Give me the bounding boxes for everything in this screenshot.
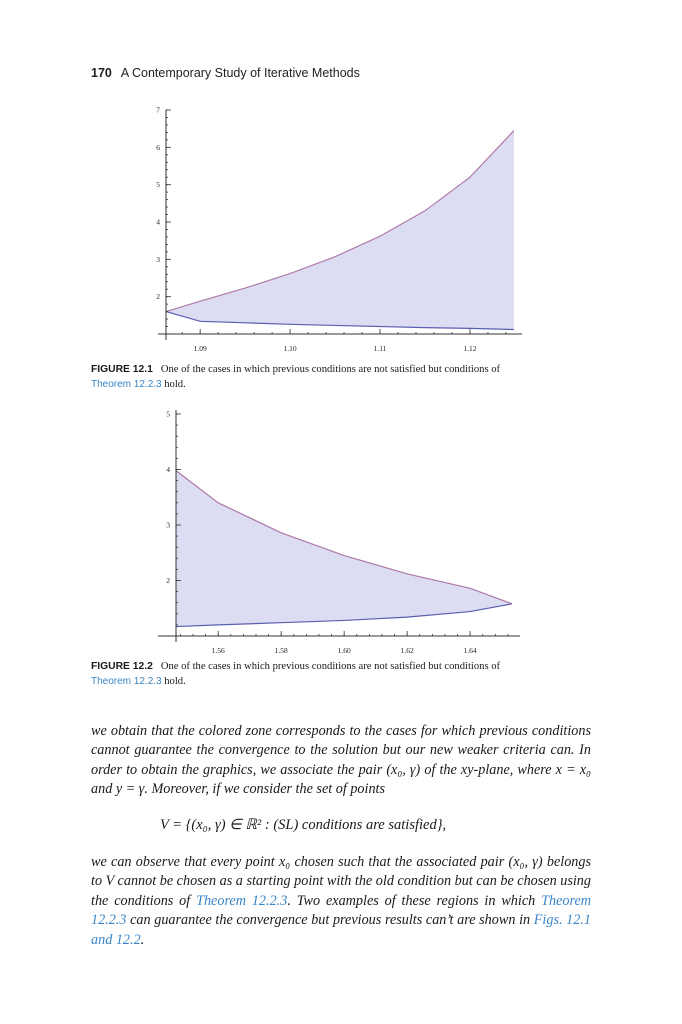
chart-figure-12-2 <box>158 410 520 656</box>
y-tick-label: 4 <box>156 217 160 227</box>
figure-caption-link-1[interactable]: Theorem 12.2.3 <box>91 378 162 390</box>
y-tick-label: 7 <box>156 105 160 115</box>
y-tick-label: 5 <box>166 409 170 419</box>
display-equation: V = {(x₀, γ) ∈ ℝ² : (SL) conditions are satisfied}, <box>160 817 447 833</box>
figure-caption-suffix-2: hold. <box>161 675 186 687</box>
para2-text-b: . Two examples of these regions in which <box>287 892 542 909</box>
para2-link-figs[interactable]: Figs. 12.1 and 12.2 <box>91 912 591 948</box>
x-tick-label: 1.60 <box>337 646 351 655</box>
y-tick-label: 4 <box>166 465 170 474</box>
y-tick-label: 3 <box>166 520 170 530</box>
figure-caption-2 <box>91 660 591 689</box>
x-tick-label: 1.12 <box>463 344 477 353</box>
x-tick-label: 1.10 <box>283 344 297 353</box>
y-tick-label: 2 <box>166 576 170 585</box>
para2-link-theorem-2[interactable]: Theorem 12.2.3 <box>91 892 591 929</box>
para2-text-a: we can observe that every point x₀ chosen such that the associated pair (x₀, γ) belongs to V cannot be chosen as a starting point with the old condition but can be chosen using the conditions of <box>91 854 591 909</box>
figure-label-2: FIGURE 12.2 <box>91 661 153 672</box>
body-paragraph-2 <box>91 853 591 950</box>
para2-text-d: . <box>140 931 145 948</box>
x-tick-label: 1.56 <box>211 646 225 655</box>
figure-caption-link-2[interactable]: Theorem 12.2.3 <box>91 675 162 687</box>
y-tick-label: 2 <box>156 292 160 302</box>
figure-caption-text-2: One of the cases in which previous conditions are not satisfied but conditions of <box>160 661 501 672</box>
figure-caption-suffix-1: hold. <box>161 378 186 390</box>
page-number: 170 <box>91 66 112 80</box>
x-tick-label: 1.64 <box>463 646 477 655</box>
book-title: A Contemporary Study of Iterative Methods <box>120 66 360 80</box>
chart-figure-12-1 <box>156 106 522 354</box>
region-fill <box>176 471 512 627</box>
figure-label-1: FIGURE 12.1 <box>91 364 153 375</box>
para2-link-theorem-1[interactable]: Theorem 12.2.3 <box>196 892 288 909</box>
y-tick-label: 3 <box>156 254 160 264</box>
x-tick-label: 1.58 <box>274 646 288 655</box>
region-fill <box>166 131 514 330</box>
figure-caption-text-1: One of the cases in which previous conditions are not satisfied but conditions of <box>160 364 501 375</box>
x-tick-label: 1.11 <box>373 344 387 353</box>
body-paragraph-1: we obtain that the colored zone corresponds to the cases for which previous conditions cannot guarantee the convergence to the solution but our new weaker criteria can. In order to obtain the graphics, we associate the pair (x₀, γ) of the xy-plane, where x = x₀ and y = γ. Moreover, if we consider the set of points <box>91 723 591 798</box>
x-tick-label: 1.62 <box>400 646 414 655</box>
x-tick-label: 1.09 <box>193 344 207 353</box>
para2-text-c: can guarantee the convergence but previous results can’t are shown in <box>126 912 534 929</box>
figure-caption-1 <box>91 363 591 392</box>
y-tick-label: 5 <box>156 180 160 190</box>
y-tick-label: 6 <box>156 142 160 152</box>
